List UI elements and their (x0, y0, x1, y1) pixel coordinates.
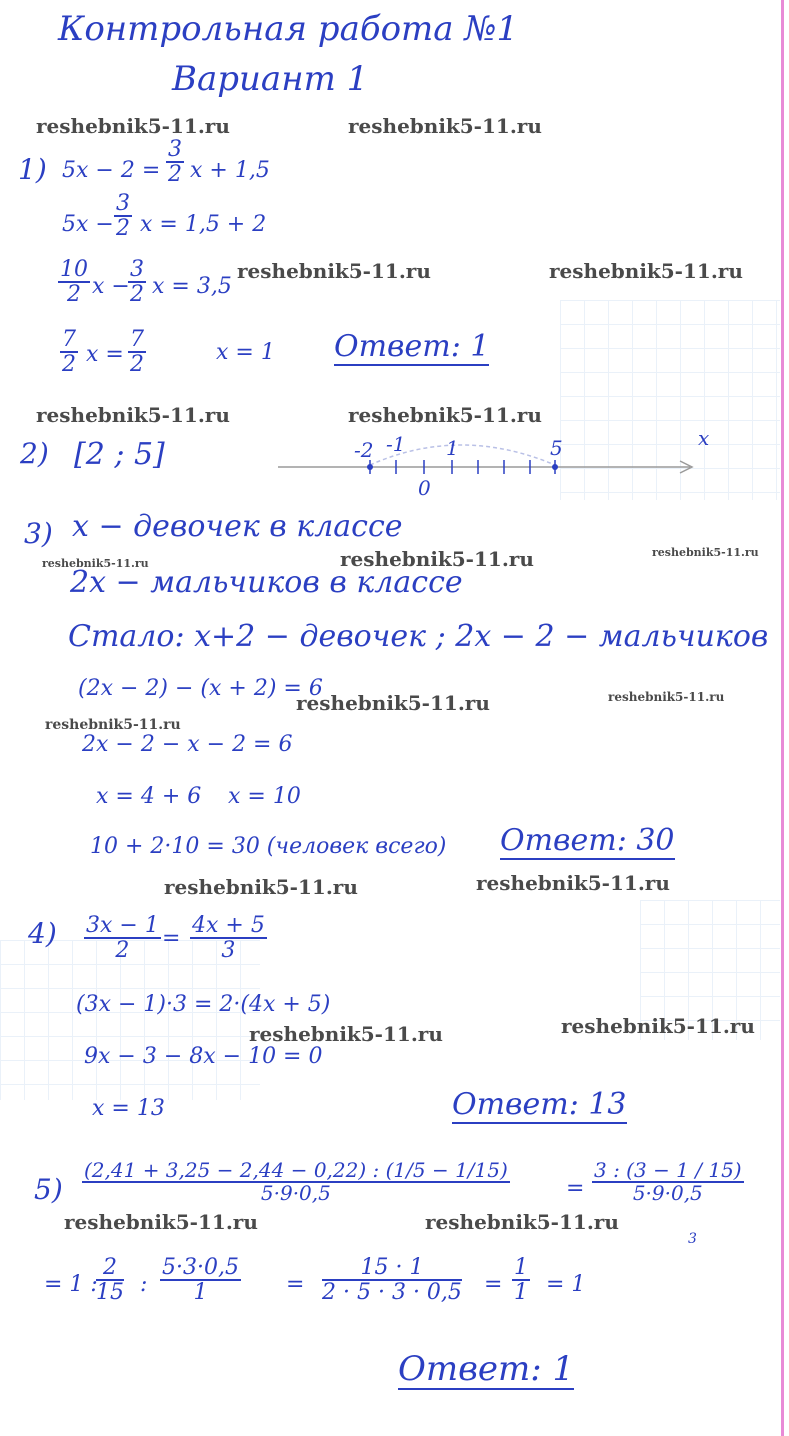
t4-line4: x = 13 (92, 1096, 165, 1121)
watermark: reshebnik5-11.ru (549, 259, 743, 283)
t3-line2: 2x − мальчиков в классе (70, 565, 463, 600)
t5-fraction-cancel: $\frac{15 \cdot 1}{2 \cdot 5 \cdot 3 \cdot 0,5}$ (322, 1255, 462, 1306)
watermark: reshebnik5-11.ru (652, 546, 759, 559)
t3-line1: x − девочек в классе (72, 509, 403, 544)
watermark: reshebnik5-11.ru (608, 690, 725, 704)
t5-equals-2: = (286, 1272, 305, 1297)
watermark: reshebnik5-11.ru (64, 1210, 258, 1234)
watermark: reshebnik5-11.ru (340, 547, 534, 571)
watermark: reshebnik5-11.ru (296, 691, 490, 715)
t1-line4-fraction-b: $\frac{7}{2}$ (130, 327, 144, 378)
t5-colon: : (140, 1272, 148, 1297)
watermark: reshebnik5-11.ru (425, 1210, 619, 1234)
task-5-number: 5) (34, 1173, 63, 1206)
t5-equals-1: = (566, 1176, 585, 1201)
axis-label: -2 (354, 438, 374, 462)
t1-line1-left: 5x − 2 = (62, 158, 161, 183)
t5-second-fraction: $\frac{3 : (3 - 1 / 15)}{5\cdot 9\cdot 0,5}$ (594, 1158, 742, 1205)
t1-line3-right: x = 3,5 (152, 274, 232, 299)
t1-line2-left: 5x − (62, 212, 114, 237)
watermark: reshebnik5-11.ru (45, 717, 181, 733)
t1-line3-mid: x − (92, 274, 130, 299)
axis-label: -1 (386, 432, 406, 456)
t3-line7: 10 + 2·10 = 30 (человек всего) (90, 834, 447, 859)
axis-label: 5 (550, 436, 563, 460)
t5-equals-3: = (484, 1272, 503, 1297)
grid-patch (0, 940, 260, 1100)
task-3-number: 3) (24, 517, 53, 550)
t1-line1-right: x + 1,5 (190, 158, 270, 183)
watermark: reshebnik5-11.ru (249, 1022, 443, 1046)
watermark: reshebnik5-11.ru (476, 871, 670, 895)
t3-line5: 2x − 2 − x − 2 = 6 (82, 732, 293, 757)
watermark: reshebnik5-11.ru (237, 259, 431, 283)
page-title: Контрольная работа №1 (58, 9, 519, 49)
number-line (270, 426, 770, 500)
watermark: reshebnik5-11.ru (348, 114, 542, 138)
watermark: reshebnik5-11.ru (561, 1014, 755, 1038)
t1-line4-fraction-a: $\frac{7}{2}$ (62, 327, 76, 378)
t3-answer: Ответ: 30 (500, 823, 675, 858)
t1-line1-fraction: $\frac{3}{2}$ (168, 137, 182, 188)
t1-solution: x = 1 (216, 340, 275, 365)
t4-answer: Ответ: 13 (452, 1087, 627, 1122)
t4-equals: = (162, 926, 181, 951)
t1-line4-mid: x = (86, 342, 124, 367)
task-4-number: 4) (28, 917, 57, 950)
t1-answer: Ответ: 1 (334, 329, 490, 364)
t1-line2-right: x = 1,5 + 2 (140, 212, 267, 237)
axis-label: 0 (418, 476, 431, 500)
t1-line2-fraction: $\frac{3}{2}$ (116, 191, 130, 242)
t3-line6b: x = 10 (228, 784, 301, 809)
watermark: reshebnik5-11.ru (164, 875, 358, 899)
t5-fraction-2-15: $\frac{2}{15}$ (96, 1255, 124, 1306)
t5-row2-start: = 1 : (44, 1272, 98, 1297)
task-1-number: 1) (18, 153, 47, 186)
margin-line (781, 0, 784, 1436)
t3-line3: Стало: x+2 − девочек ; 2x − 2 − мальчиков (68, 619, 769, 654)
watermark: reshebnik5-11.ru (42, 557, 149, 570)
t2-interval: [2 ; 5] (74, 437, 165, 472)
t5-fraction-product: $\frac{5\cdot 3\cdot 0,5}{1}$ (162, 1255, 239, 1306)
t4-line2: (3x − 1)·3 = 2·(4x + 5) (76, 992, 331, 1017)
axis-label: x (698, 426, 710, 450)
t4-fraction-right: $\frac{4x + 5}{3}$ (192, 913, 265, 964)
watermark: reshebnik5-11.ru (36, 114, 230, 138)
t5-big-fraction: $\frac{(2,41 + 3,25 - 2,44 - 0,22) : (1/5 - 1/15)}{5\cdot 9\cdot 0,5}$ (84, 1158, 508, 1205)
t4-line3: 9x − 3 − 8x − 10 = 0 (84, 1044, 323, 1069)
t5-reduced-digit: 3 (688, 1231, 697, 1247)
t5-answer: Ответ: 1 (398, 1349, 575, 1389)
t1-line3-fraction-b: $\frac{3}{2}$ (130, 257, 144, 308)
watermark: reshebnik5-11.ru (348, 403, 542, 427)
t3-line6a: x = 4 + 6 (96, 784, 202, 809)
task-2-number: 2) (20, 437, 49, 470)
watermark: reshebnik5-11.ru (36, 403, 230, 427)
t5-result: = 1 (546, 1272, 586, 1297)
t1-line3-fraction-a: $\frac{10}{2}$ (60, 257, 88, 308)
t4-fraction-left: $\frac{3x - 1}{2}$ (86, 913, 159, 964)
axis-label: 1 (446, 436, 459, 460)
t5-fraction-one: $\frac{1}{1}$ (514, 1255, 528, 1306)
t3-line4: (2x − 2) − (x + 2) = 6 (78, 676, 323, 701)
variant-label: Вариант 1 (172, 59, 369, 99)
